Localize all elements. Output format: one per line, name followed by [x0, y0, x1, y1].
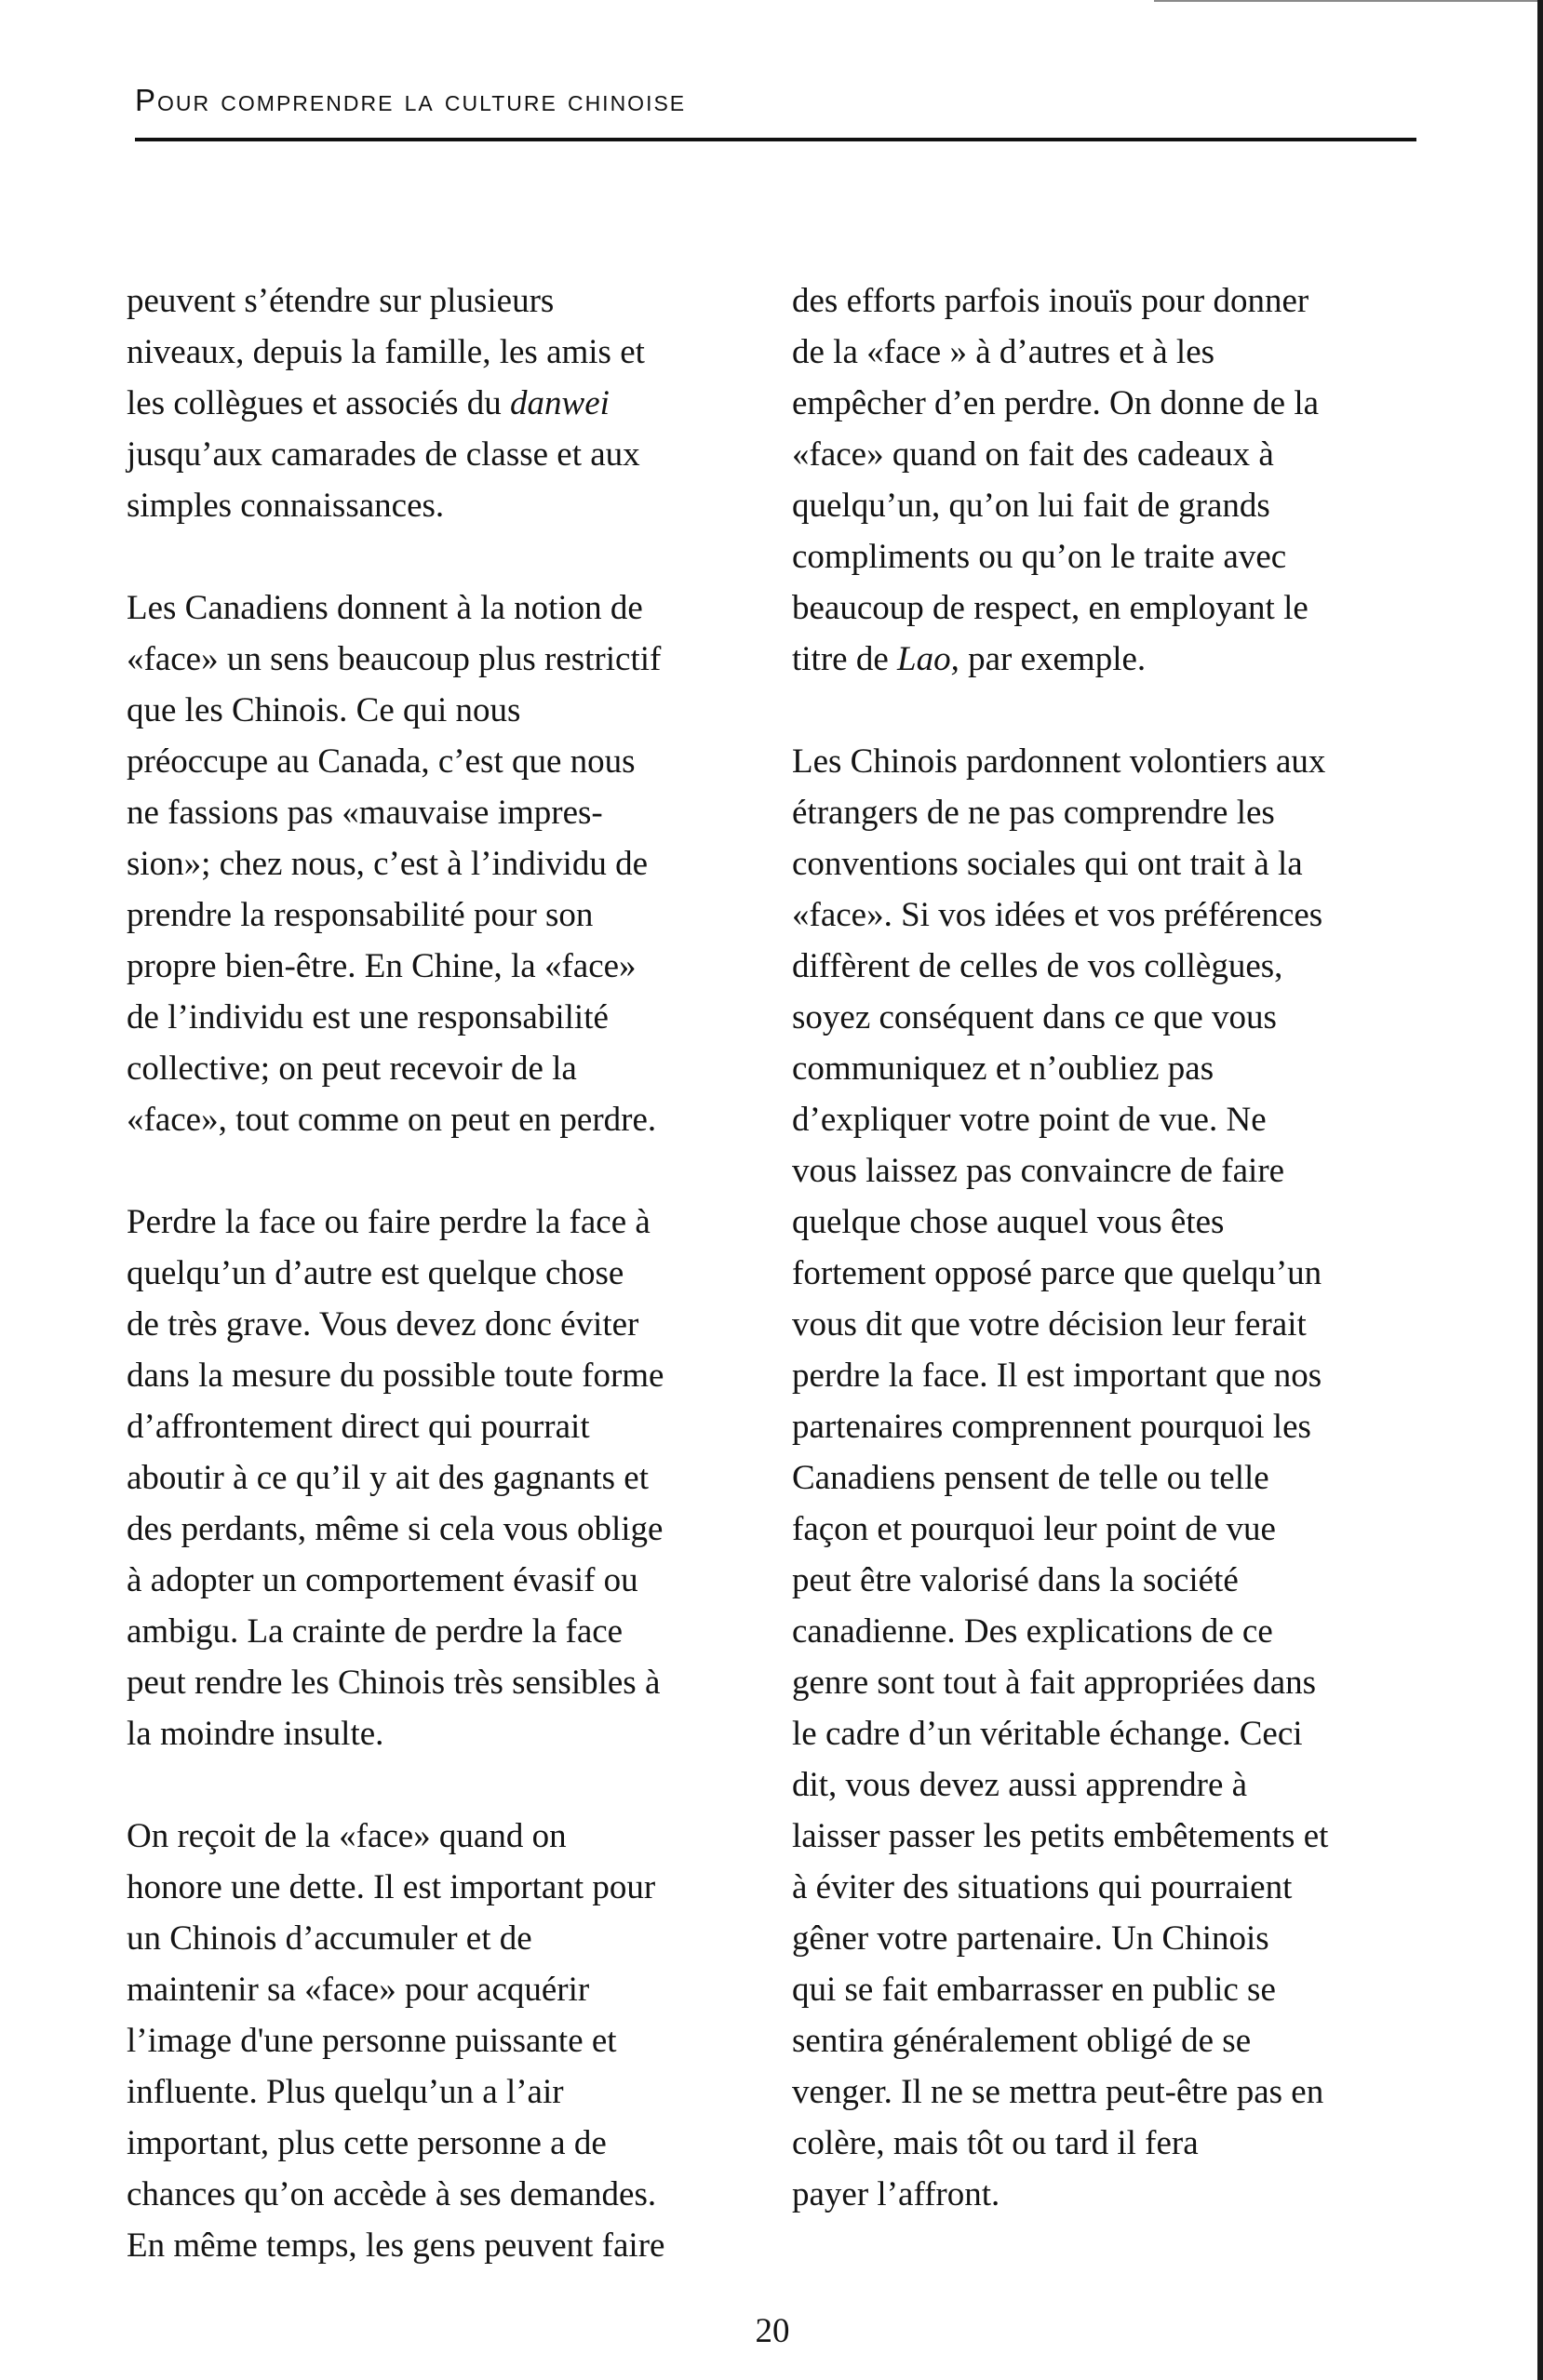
text-line: peut être valorisé dans la société — [792, 1561, 1239, 1599]
text-line: Les Canadiens donnent à la notion de — [127, 589, 643, 627]
text-line: la moindre insulte. — [127, 1715, 384, 1753]
text-line: influente. Plus quelqu’un a l’air — [127, 2073, 564, 2111]
text-line: laisser passer les petits embêtements et — [792, 1817, 1329, 1855]
text-line: genre sont tout à fait appropriées dans — [792, 1664, 1317, 1702]
text-line: empêcher d’en perdre. On donne de la — [792, 384, 1320, 422]
text-line: partenaires comprennent pourquoi les — [792, 1408, 1311, 1446]
text-line: ambigu. La crainte de perdre la face — [127, 1612, 624, 1651]
text-line: dit, vous devez aussi apprendre à — [792, 1766, 1248, 1804]
left-column — [127, 275, 778, 2271]
text-line: jusqu’aux camarades de classe et aux — [127, 435, 640, 474]
text-line: de l’individu est une responsabilité — [127, 998, 609, 1036]
text-line: à adopter un comportement évasif ou — [127, 1561, 638, 1599]
italic-term: Lao, — [897, 640, 959, 678]
text-line: quelque chose auquel vous êtes — [792, 1203, 1225, 1241]
text-line: le cadre d’un véritable échange. Ceci — [792, 1715, 1303, 1753]
page-edge-border — [1537, 0, 1543, 2380]
paragraph — [127, 582, 778, 1145]
text-line: l’image d'une personne puissante et — [127, 2022, 617, 2060]
paragraph — [127, 1197, 778, 1759]
text-line: un Chinois d’accumuler et de — [127, 1919, 532, 1958]
paragraph — [792, 736, 1443, 2220]
text-line: propre bien-être. En Chine, la «face» — [127, 947, 637, 985]
text-line: étrangers de ne pas comprendre les — [792, 794, 1275, 832]
text-line: niveaux, depuis la famille, les amis et — [127, 333, 645, 371]
text-line: gêner votre partenaire. Un Chinois — [792, 1919, 1269, 1958]
italic-term: danwei — [510, 384, 610, 422]
text-line: façon et pourquoi leur point de vue — [792, 1510, 1276, 1548]
text-line: vous dit que votre décision leur ferait — [792, 1305, 1307, 1344]
text-line: fortement opposé parce que quelqu’un — [792, 1254, 1322, 1292]
text-line: «face». Si vos idées et vos préférences — [792, 896, 1323, 934]
text-line: préoccupe au Canada, c’est que nous — [127, 742, 636, 781]
text-line: diffèrent de celles de vos collègues, — [792, 947, 1283, 985]
text-line: Canadiens pensent de telle ou telle — [792, 1459, 1269, 1497]
text-line: chances qu’on accède à ses demandes. — [127, 2175, 657, 2213]
text-line: colère, mais tôt ou tard il fera — [792, 2124, 1199, 2162]
text-line: canadienne. Des explications de ce — [792, 1612, 1273, 1651]
text-line: ne fassions pas «mauvaise impres- — [127, 794, 603, 832]
text-line: venger. Il ne se mettra peut-être pas en — [792, 2073, 1324, 2111]
text-line: important, plus cette personne a de — [127, 2124, 607, 2162]
text-line: payer l’affront. — [792, 2175, 1000, 2213]
text-line: «face» quand on fait des cadeaux à — [792, 435, 1274, 474]
page-number: 20 — [755, 2312, 790, 2350]
running-head: Pour comprendre la culture chinoise — [135, 83, 687, 117]
text-line: Les Chinois pardonnent volontiers aux — [792, 742, 1326, 781]
text-line: honore une dette. Il est important pour — [127, 1868, 656, 1906]
text-line: compliments ou qu’on le traite avec — [792, 538, 1287, 576]
text-line: simples connaissances. — [127, 487, 445, 525]
text-line: aboutir à ce qu’il y ait des gagnants et — [127, 1459, 649, 1497]
text-line: peuvent s’étendre sur plusieurs — [127, 282, 555, 320]
text-line: communiquez et n’oubliez pas — [792, 1050, 1214, 1088]
text-line: par exemple. — [959, 640, 1147, 678]
text-line: qui se fait embarrasser en public se — [792, 1971, 1276, 2009]
text-line: Perdre la face ou faire perdre la face à — [127, 1203, 651, 1241]
text-line: des perdants, même si cela vous oblige — [127, 1510, 664, 1548]
text-line: soyez conséquent dans ce que vous — [792, 998, 1277, 1036]
text-line: prendre la responsabilité pour son — [127, 896, 594, 934]
top-edge-rule — [1154, 0, 1537, 2]
text-line: «face», tout comme on peut en perdre. — [127, 1101, 657, 1139]
text-line: des efforts parfois inouïs pour donner — [792, 282, 1309, 320]
text-line: sion»; chez nous, c’est à l’individu de — [127, 845, 649, 883]
text-line: les collègues et associés du — [127, 384, 511, 422]
text-line: quelqu’un d’autre est quelque chose — [127, 1254, 624, 1292]
paragraph — [127, 1811, 778, 2271]
text-line: beaucoup de respect, en employant le — [792, 589, 1308, 627]
text-line: vous laissez pas convaincre de faire — [792, 1152, 1285, 1190]
text-line: En même temps, les gens peuvent faire — [127, 2226, 665, 2265]
text-line: perdre la face. Il est important que nos — [792, 1357, 1322, 1395]
text-line: peut rendre les Chinois très sensibles à — [127, 1664, 661, 1702]
text-line: d’affrontement direct qui pourrait — [127, 1408, 590, 1446]
header-rule — [135, 138, 1416, 141]
text-line: quelqu’un, qu’on lui fait de grands — [792, 487, 1270, 525]
text-line: de la «face » à d’autres et à les — [792, 333, 1215, 371]
text-line: titre de — [792, 640, 898, 678]
text-line: dans la mesure du possible toute forme — [127, 1357, 664, 1395]
text-line: On reçoit de la «face» quand on — [127, 1817, 567, 1855]
text-line: maintenir sa «face» pour acquérir — [127, 1971, 590, 2009]
text-line: «face» un sens beaucoup plus restrictif — [127, 640, 662, 678]
text-line: sentira généralement obligé de se — [792, 2022, 1252, 2060]
text-line: de très grave. Vous devez donc éviter — [127, 1305, 639, 1344]
right-column — [792, 275, 1443, 2220]
text-line: que les Chinois. Ce qui nous — [127, 691, 521, 729]
text-line: conventions sociales qui ont trait à la — [792, 845, 1303, 883]
paragraph — [792, 275, 1443, 685]
text-line: d’expliquer votre point de vue. Ne — [792, 1101, 1267, 1139]
text-line: à éviter des situations qui pourraient — [792, 1868, 1293, 1906]
text-line: collective; on peut recevoir de la — [127, 1050, 577, 1088]
paragraph — [127, 275, 778, 531]
